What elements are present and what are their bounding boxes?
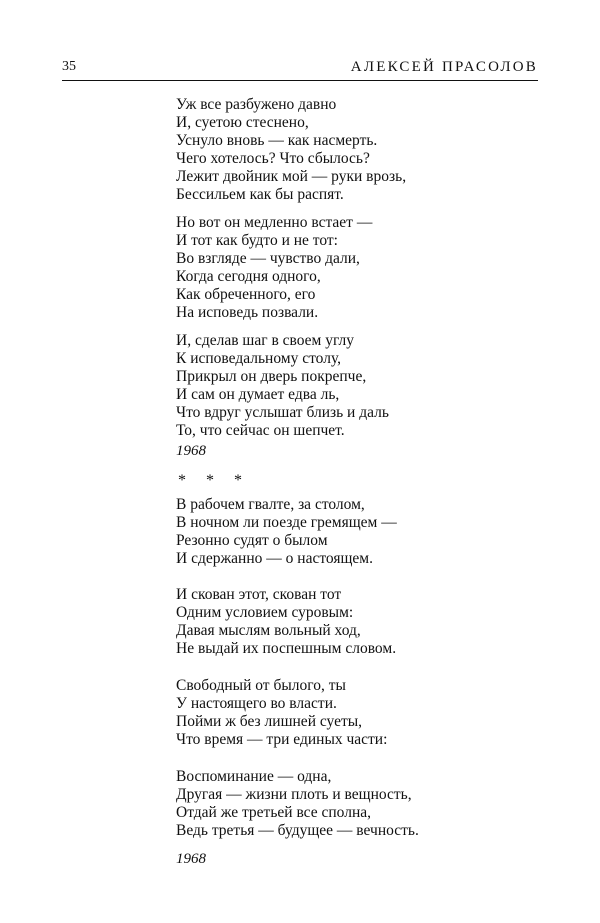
running-title: АЛЕКСЕЙ ПРАСОЛОВ	[350, 59, 538, 75]
poem-line: Уснуло вновь — как насмерть.	[176, 132, 378, 149]
poem-line: Когда сегодня одного,	[176, 268, 321, 285]
poem-line: Не выдай их поспешным словом.	[176, 640, 397, 657]
page-header	[62, 58, 538, 78]
poem-line: Отдай же третьей все сполна,	[176, 804, 371, 821]
stanza	[176, 214, 506, 322]
poem-1-stanza-2	[176, 214, 506, 322]
header-rule	[62, 80, 538, 81]
poem-line: Во взгляде — чувство дали,	[176, 250, 360, 267]
poem-line: И, сделав шаг в своем углу	[176, 332, 355, 349]
poem-2-stanza-2	[176, 586, 506, 658]
poem-2-date: 1968	[176, 851, 206, 867]
poem-line: На исповедь позвали.	[176, 304, 319, 321]
poem-line: И тот как будто и не тот:	[176, 232, 338, 249]
poem-line: Пойми ж без лишней суеты,	[176, 713, 363, 730]
stanza	[176, 96, 506, 204]
stanza	[176, 586, 506, 658]
poem-2-stanza-1	[176, 496, 506, 568]
poem-line: Одним условием суровым:	[176, 604, 354, 621]
poem-line: И сам он думает едва ль,	[176, 386, 340, 403]
poem-line: Другая — жизни плоть и вещность,	[176, 786, 412, 803]
stanza	[176, 332, 506, 440]
poem-line: Чего хотелось? Что сбылось?	[176, 150, 370, 167]
poem-1-stanza-3	[176, 332, 506, 440]
stanza	[176, 768, 506, 840]
poem-line: То, что сейчас он шепчет.	[176, 422, 345, 439]
poem-2-stanza-3	[176, 677, 506, 749]
poem-line: Но вот он медленно встает —	[176, 214, 373, 231]
poem-line: В рабочем гвалте, за столом,	[176, 496, 365, 513]
poem-line: Ведь третья — будущее — вечность.	[176, 822, 419, 839]
poem-line: Свободный от былого, ты	[176, 677, 346, 694]
poem-line: И, суетою стеснено,	[176, 114, 309, 131]
stanza	[176, 496, 506, 568]
poem-1-date: 1968	[176, 443, 206, 459]
poem-line: И скован этот, скован тот	[176, 586, 342, 603]
poem-line: И сдержанно — о настоящем.	[176, 550, 373, 567]
poem-line: Что время — три единых части:	[176, 731, 388, 748]
poem-line: Уж все разбужено давно	[176, 96, 337, 113]
poem-line: В ночном ли поезде гремящем —	[176, 514, 397, 531]
poem-line: Лежит двойник мой — руки врозь,	[176, 168, 407, 185]
poem-line: Как обреченного, его	[176, 286, 316, 303]
poem-line: Давая мыслям вольный ход,	[176, 622, 361, 639]
stanza	[176, 677, 506, 749]
poem-line: Прикрыл он дверь покрепче,	[176, 368, 367, 385]
poem-1-stanza-1	[176, 96, 506, 204]
poem-line: Резонно судят о былом	[176, 532, 328, 549]
section-separator: * * *	[178, 472, 250, 489]
poem-2-stanza-4	[176, 768, 506, 840]
page-number: 35	[62, 59, 76, 74]
poem-line: Воспоминание — одна,	[176, 768, 332, 785]
poem-line: К исповедальному столу,	[176, 350, 342, 367]
poem-line: У настоящего во власти.	[176, 695, 337, 712]
poem-line: Бессильем как бы распят.	[176, 186, 344, 203]
poem-line: Что вдруг услышат близь и даль	[176, 404, 389, 421]
